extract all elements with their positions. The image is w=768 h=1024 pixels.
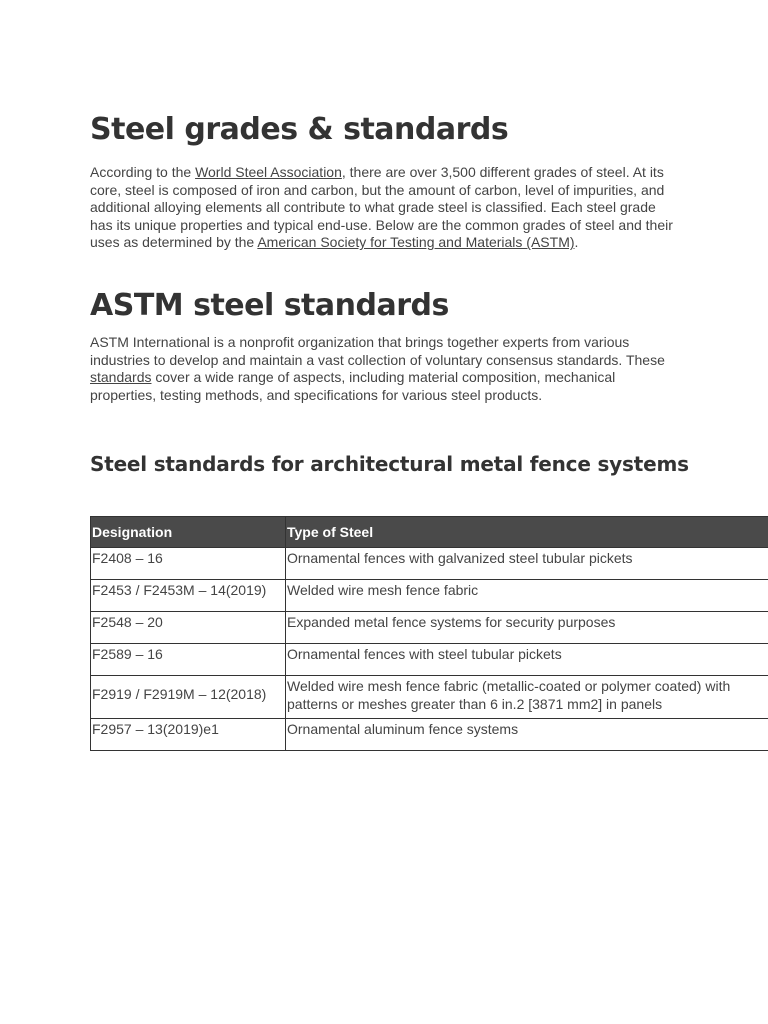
astm-text-2: cover a wide range of aspects, including material composition, mechanical properties, testing methods, and specifications for various steel products. xyxy=(90,369,616,403)
table-row xyxy=(91,580,768,612)
table-row xyxy=(91,719,768,751)
fence-standards-table xyxy=(90,516,768,751)
astm-heading: ASTM steel standards xyxy=(90,288,449,323)
designation-cell: F2957 – 13(2019)e1 xyxy=(91,719,286,751)
table-header-row xyxy=(91,517,768,548)
type-line-1: Welded wire mesh fence fabric (metallic-coated or polymer coated) with xyxy=(287,678,731,694)
table-section-heading: Steel standards for architectural metal fence systems xyxy=(90,452,689,476)
page-title: Steel grades & standards xyxy=(90,112,509,147)
table-row xyxy=(91,612,768,644)
designation-cell: F2548 – 20 xyxy=(91,612,286,644)
table-row xyxy=(91,676,768,719)
intro-paragraph xyxy=(90,164,680,252)
table-row xyxy=(91,644,768,676)
type-cell: Expanded metal fence systems for security purposes xyxy=(286,612,768,644)
type-cell: Ornamental aluminum fence systems xyxy=(286,719,768,751)
header-type-of-steel: Type of Steel xyxy=(286,517,768,548)
designation-text: F2919 / F2919M – 12(2018) xyxy=(92,686,267,702)
type-cell xyxy=(286,676,768,719)
designation-cell: F2453 / F2453M – 14(2019) xyxy=(91,580,286,612)
astm-text-1: ASTM International is a nonprofit organization that brings together experts from various industries to develop and maintain a vast collection of voluntary consensus standards. These xyxy=(90,334,665,368)
astm-link[interactable]: American Society for Testing and Materials (ASTM) xyxy=(257,234,575,251)
intro-text-1: According to the xyxy=(90,164,196,180)
astm-paragraph xyxy=(90,334,680,404)
standards-link[interactable]: standards xyxy=(90,369,152,386)
type-line-2: patterns or meshes greater than 6 in.2 [3871 mm2] in panels xyxy=(287,695,663,712)
type-cell: Ornamental fences with galvanized steel tubular pickets xyxy=(286,548,768,580)
intro-text-2: , there are over 3,500 different grades of steel. At its core, steel is composed of iron and carbon, but the amount of carbon, level of impurities, and additional alloying elements all contribute to what grade steel is classified. Each steel grade has its unique properties and typical end-use. Below are the common grades of steel and their uses as determined by the xyxy=(90,164,673,251)
designation-cell xyxy=(91,676,286,719)
designation-cell: F2408 – 16 xyxy=(91,548,286,580)
table-row xyxy=(91,548,768,580)
designation-cell: F2589 – 16 xyxy=(91,644,286,676)
intro-text-3: . xyxy=(574,234,579,251)
world-steel-association-link[interactable]: World Steel Association xyxy=(195,164,342,180)
type-cell: Ornamental fences with steel tubular pickets xyxy=(286,644,768,676)
type-cell: Welded wire mesh fence fabric xyxy=(286,580,768,612)
header-designation: Designation xyxy=(91,517,286,548)
